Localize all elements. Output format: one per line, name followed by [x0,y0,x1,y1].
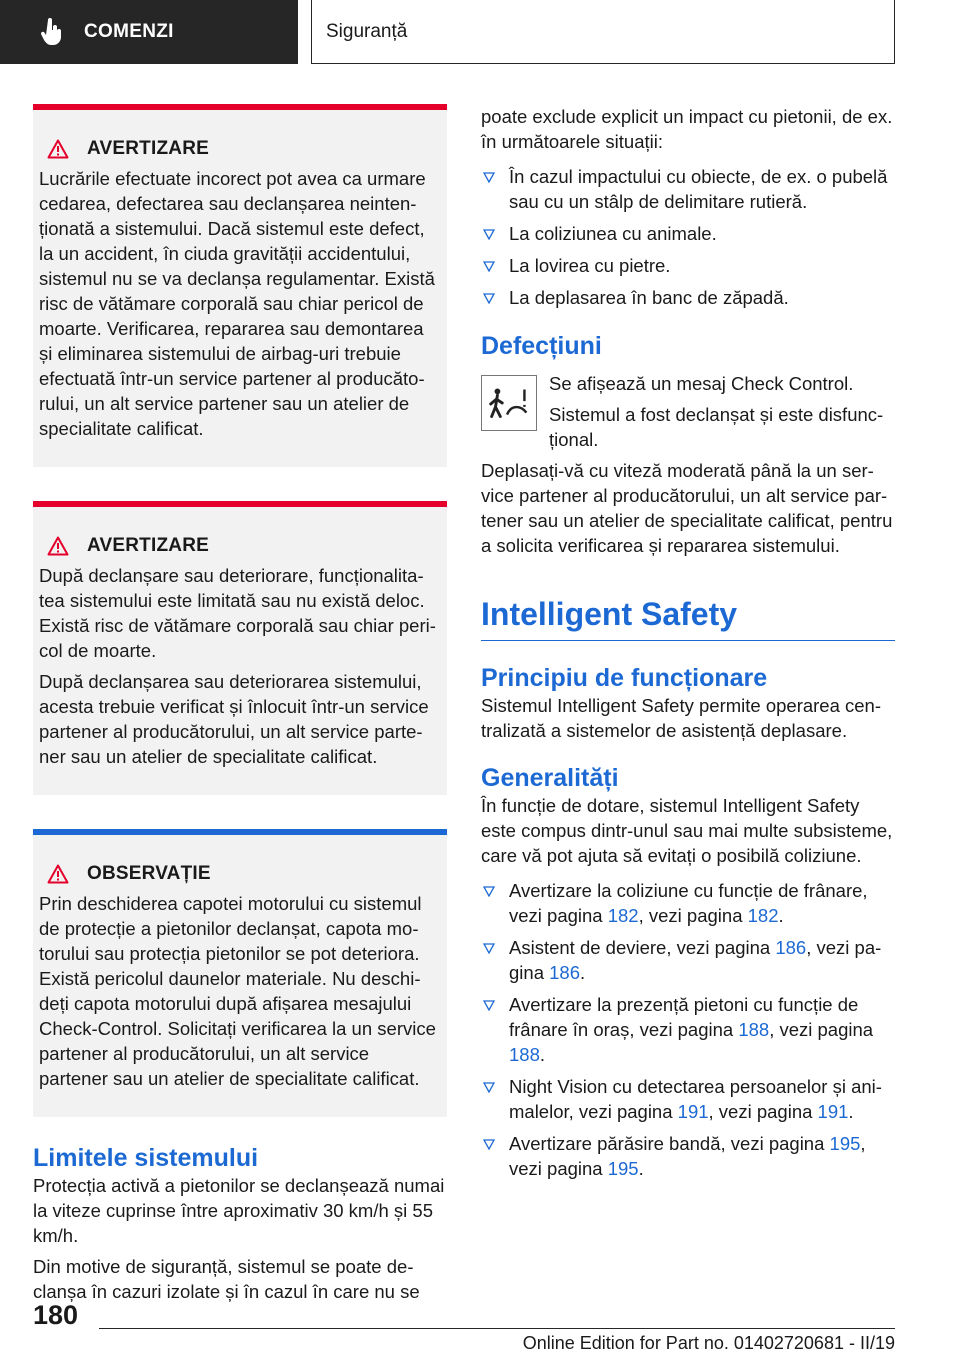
page-link[interactable]: 186 [775,937,807,958]
list-item: Avertizare la prezență pietoni cu funcție de frânare în oraș, vezi pagina 188, vezi pagina 188. [481,992,895,1067]
paragraph: Se afișează un mesaj Check Control. [549,373,854,394]
chapter-heading: Intelligent Safety [481,594,895,641]
page-link[interactable]: 186 [549,962,580,983]
subsystems-list [481,878,895,1181]
triangle-bullet-icon [483,1139,495,1150]
edition-text: Online Edition for Part no. 01402720681 - II/19 [522,1333,895,1353]
warning-triangle-icon [47,864,69,884]
warning-title-text: AVERTIZARE [87,138,209,159]
paragraph: Deplasați-vă cu viteză moderată până la un service partener al producătorului, un alt service partener sau un atelier de specialitate calificat, pentru a solicita verificarea și repararea sistemului. [481,460,893,556]
hand-pointer-icon [40,18,64,46]
triangle-bullet-icon [483,293,495,304]
paragraph: Sistemul a fost declanșat și este disfuncțional. [549,404,884,450]
section-label: COMENZI [84,21,174,42]
warning-text: După declanșarea sau deteriorarea sistemului, acesta trebuie verificat și înlocuit într-un service partener al producătorului, un alt service partener sau un atelier de specialitate calificat. [39,671,429,767]
warning-box [33,501,447,795]
paragraph: Protecția activă a pietonilor se declanșează numai la viteze cuprinse între aproximativ 30 km/h și 55 km/h. [33,1175,445,1246]
triangle-bullet-icon [483,886,495,897]
chapter-tab[interactable] [311,0,895,64]
section-tab[interactable] [0,0,298,64]
page-link[interactable]: 182 [747,905,779,926]
paragraph: În funcție de dotare, sistemul Intelligent Safety este compus dintr-unul sau mai multe subsisteme, care vă pot ajuta să evitați o posibilă coliziune. [481,795,893,866]
note-title [47,863,439,885]
list-item: La lovirea cu pietre. [481,253,895,278]
list-item: Avertizare părăsire bandă, vezi pagina 195, vezi pagina 195. [481,1131,895,1181]
warning-triangle-icon [47,139,69,159]
footer-divider [99,1328,895,1329]
warning-text: Lucrările efectuate incorect pot avea ca urmare cedarea, defectarea sau declanșarea neintenționată a sistemului. Dacă sistemul este defect, la un accident, în ciuda gravității accidentului, sistemul nu se va declanșa regulamentar. Există risc de vătămare corporală sau chiar pericol de moarte. Verificarea, repararea sau demontarea și eliminarea sistemului de airbag-uri trebuie efectuată într-un service partener al producătorului, un alt service partener sau un atelier de specialitate calificat. [39,168,435,439]
check-control-block [481,371,895,458]
triangle-bullet-icon [483,172,495,183]
list-item: La deplasarea în banc de zăpadă. [481,285,895,310]
section-heading: Defecțiuni [481,332,602,360]
page-link[interactable]: 191 [677,1101,709,1122]
page-link[interactable]: 182 [607,905,639,926]
situations-list [481,164,895,310]
note-box [33,829,447,1117]
page-link[interactable]: 188 [509,1044,540,1065]
left-column [33,104,447,1310]
right-column [481,104,895,1188]
page-link[interactable]: 195 [829,1133,861,1154]
warning-title [47,138,439,160]
note-text: Prin deschiderea capotei motorului cu sistemul de protecție a pietonilor declanșat, capota motorului sau protecția pietonilor se pot deteriora. Există pericolul daunelor materiale. Nu deschideți capota motorului după afișarea mesajului Check-Control. Solicitați verificarea la un service partener al producătorului, un alt service partener sau un atelier de specialitate calificat. [39,893,436,1089]
triangle-bullet-icon [483,943,495,954]
page-link[interactable]: 195 [607,1158,639,1179]
paragraph: poate exclude explicit un impact cu pietonii, de ex. în următoarele situații: [481,106,893,152]
triangle-bullet-icon [483,1000,495,1011]
note-title-text: OBSERVAȚIE [87,863,211,884]
triangle-bullet-icon [483,1082,495,1093]
page-link[interactable]: 191 [817,1101,849,1122]
pedestrian-protection-icon [481,375,537,431]
paragraph: Sistemul Intelligent Safety permite operarea centralizată a sistemelor de asistență deplasare. [481,695,882,741]
warning-text: După declanșare sau deteriorare, funcționalitatea sistemului este limitată sau nu există deloc. Există risc de vătămare corporală sau chiar pericol de moarte. [39,565,436,661]
section-heading: Limitele sistemului [33,1144,259,1172]
triangle-bullet-icon [483,229,495,240]
warning-triangle-icon [47,536,69,556]
page-number: 180 [33,1300,79,1330]
list-item: Night Vision cu detectarea persoanelor și animalelor, vezi pagina 191, vezi pagina 191. [481,1074,895,1124]
list-item: În cazul impactului cu obiecte, de ex. o pubelă sau cu un stâlp de delimitare rutieră. [481,164,895,214]
triangle-bullet-icon [483,261,495,272]
page-link[interactable]: 188 [738,1019,770,1040]
chapter-label: Siguranță [326,20,408,42]
list-item: La coliziunea cu animale. [481,221,895,246]
warning-title [47,535,439,557]
list-item: Avertizare la coliziune cu funcție de frânare, vezi pagina 182, vezi pagina 182. [481,878,895,928]
section-heading: Generalități [481,764,619,792]
section-heading: Principiu de funcționare [481,664,768,692]
paragraph: Din motive de siguranță, sistemul se poate declanșa în cazuri izolate și în cazul în care nu se [33,1256,420,1302]
list-item: Asistent de deviere, vezi pagina 186, vezi pagina 186. [481,935,895,985]
warning-box [33,104,447,467]
warning-title-text: AVERTIZARE [87,535,209,556]
